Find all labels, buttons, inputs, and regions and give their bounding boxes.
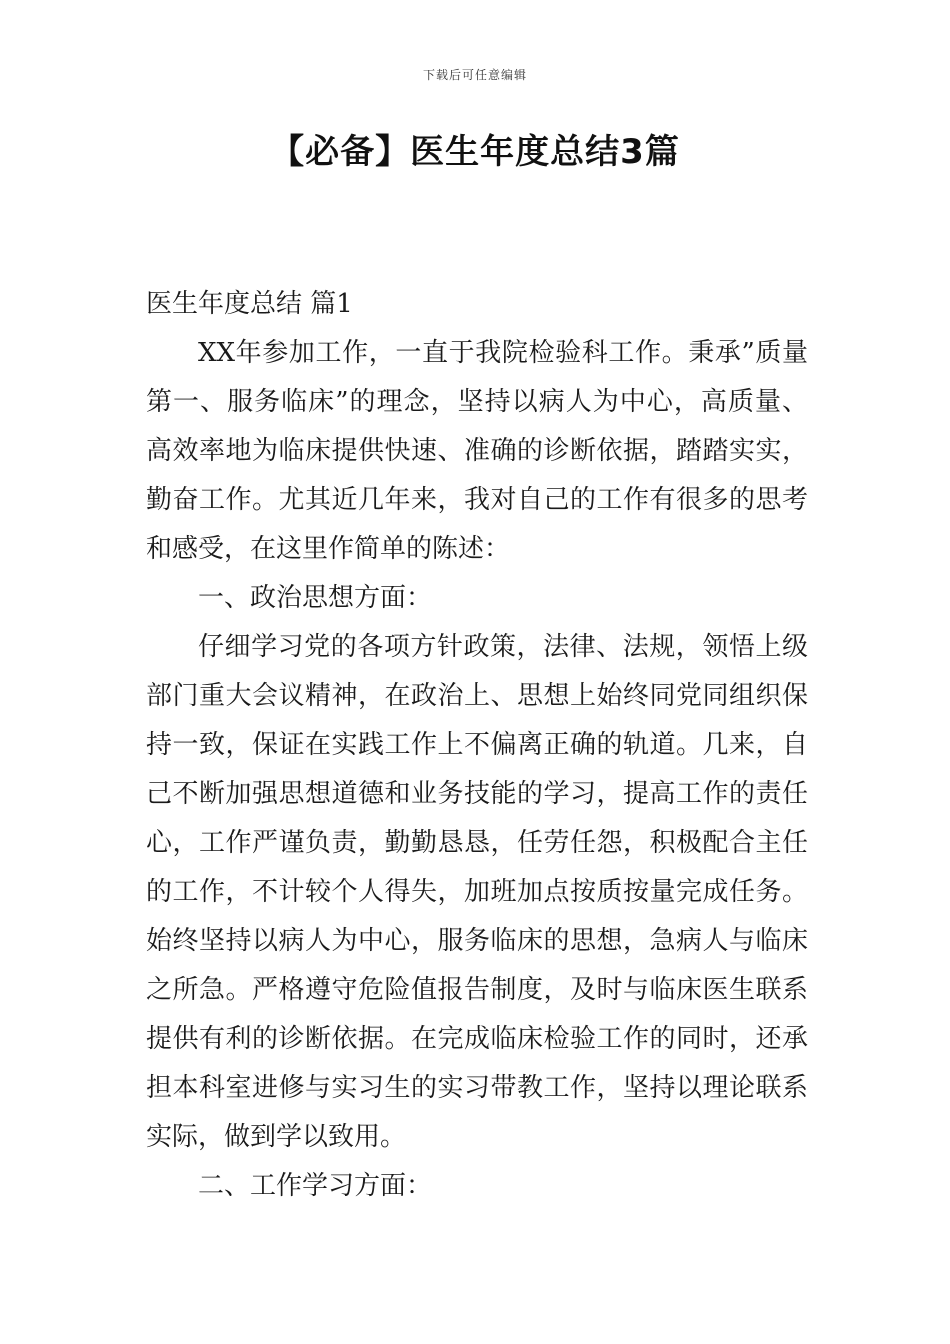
section-title: 医生年度总结 篇1 [146,289,353,319]
heading-political-thought: 一、政治思想方面： [198,583,433,613]
heading-work-study: 二、工作学习方面： [198,1171,433,1201]
paragraph-political-thought: 仔细学习党的各项方针政策，法律、法规，领悟上级部门重大会议精神，在政治上、思想上始终同党同组织保持一致，保证在实践工作上不偏离正确的轨道。几来，自己不断加强思想道德和业务技能的学习，提高工作的责任心，工作严谨负责，勤勤恳恳，任劳任怨，积极配合主任的工作，不计较个人得失，加班加点按质按量完成任务。始终坚持以病人为中心，服务临床的思想，急病人与临床之所急。严格遵守危险值报告制度，及时与临床医生联系提供有利的诊断依据。在完成临床检验工作的同时，还承担本科室进修与实习生的实习带教工作，坚持以理论联系实际，做到学以致用。 [146,632,808,1152]
header-note: 下载后可任意编辑 [422,68,527,82]
document-body [146,280,808,1211]
paragraph-intro: XX年参加工作，一直于我院检验科工作。秉承”质量第一、服务临床”的理念，坚持以病人为中心，高质量、高效率地为临床提供快速、准确的诊断依据，踏踏实实，勤奋工作。尤其近几年来，我对自己的工作有很多的思考和感受，在这里作简单的陈述： [146,338,808,564]
document-title: 【必备】医生年度总结3篇 [270,132,680,172]
